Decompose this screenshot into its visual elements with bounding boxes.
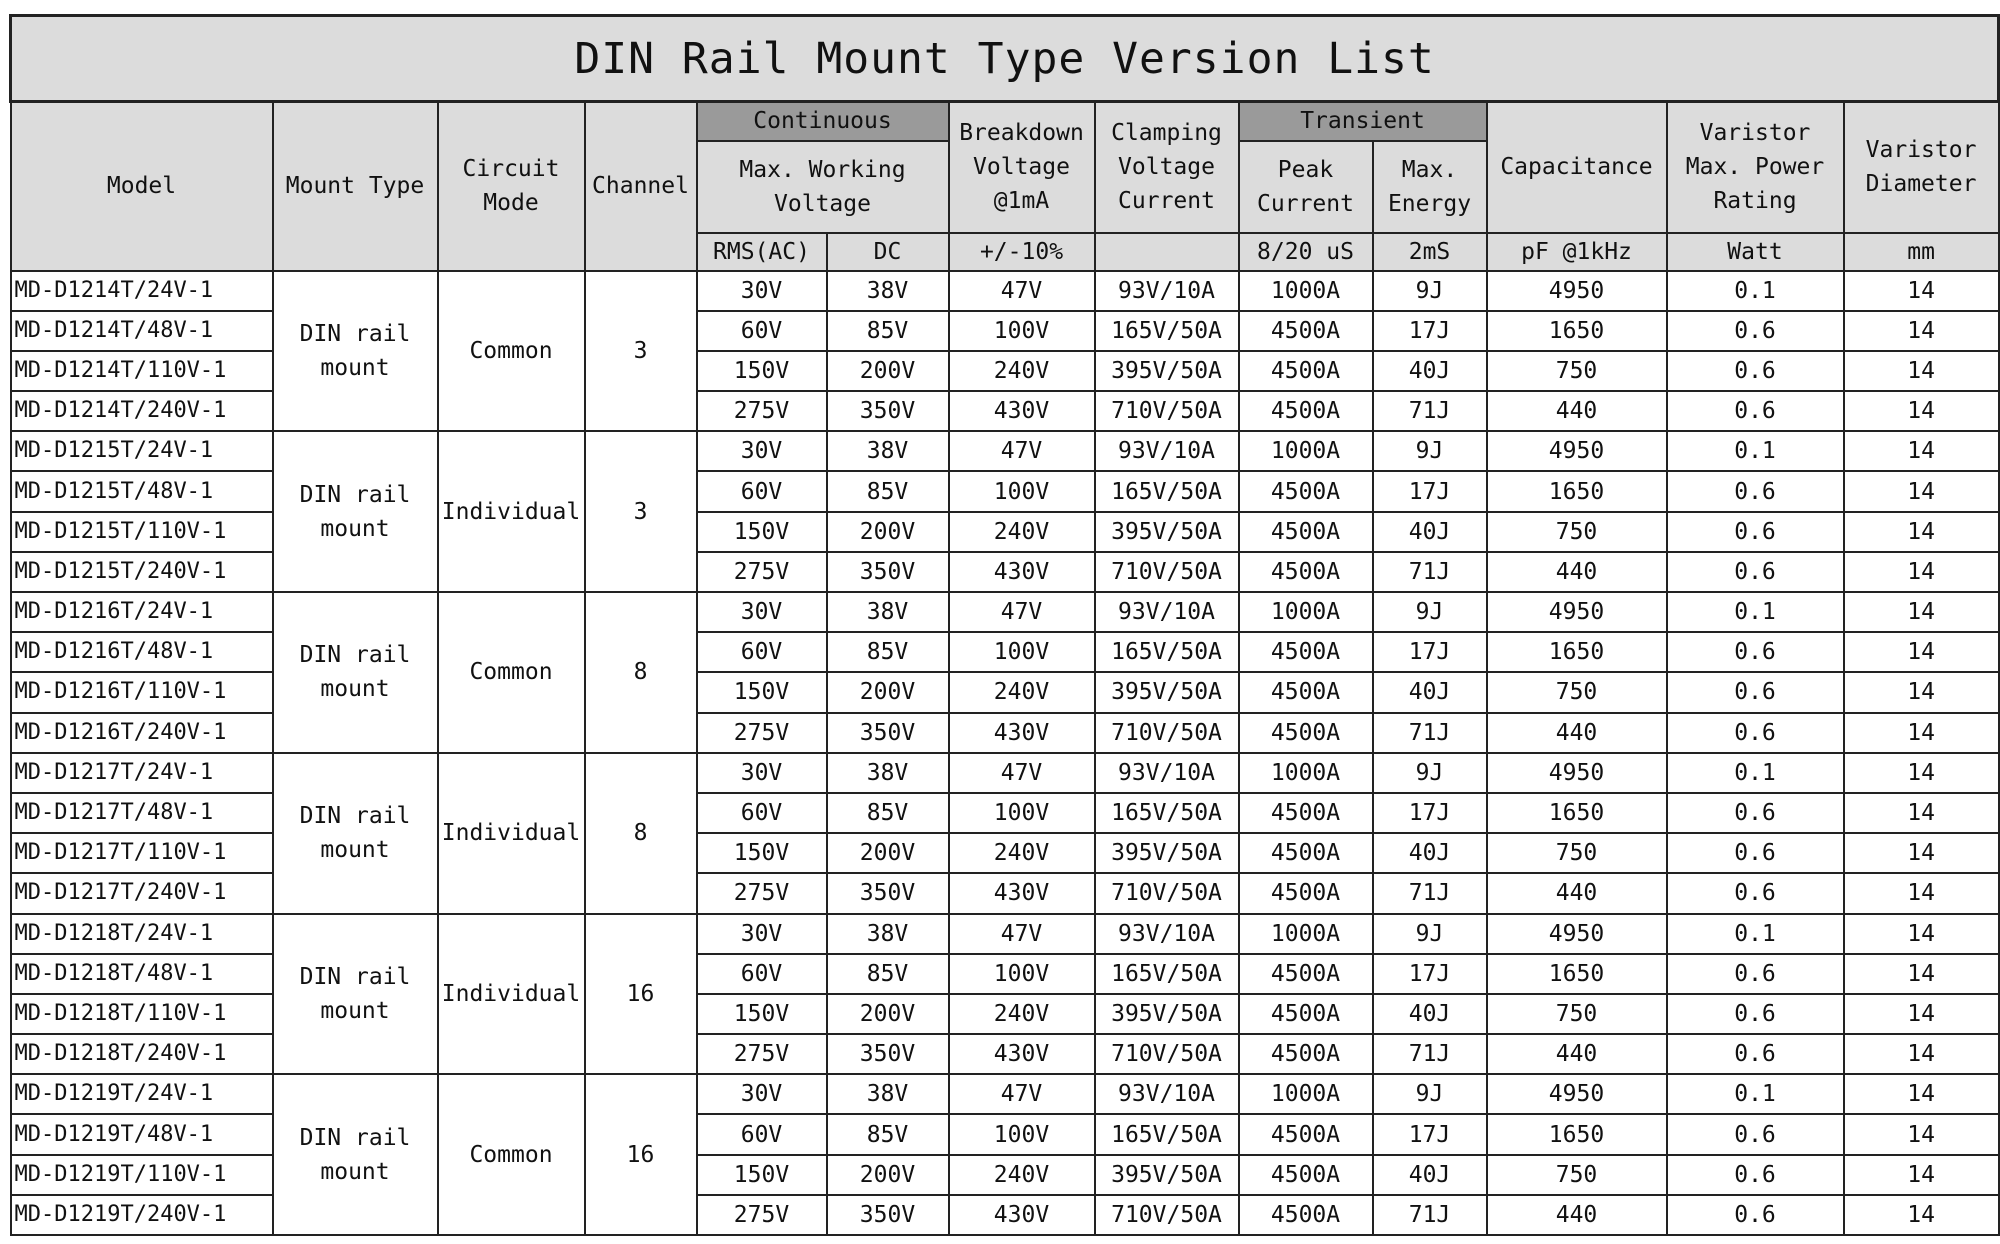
cell-clamping: 710V/50A (1095, 713, 1239, 753)
cell-rms: 60V (697, 954, 827, 994)
cell-energy: 17J (1373, 632, 1487, 672)
cell-circuit-mode: Individual (438, 753, 585, 914)
cell-diameter: 14 (1844, 1114, 1999, 1154)
cell-power: 0.6 (1667, 672, 1844, 712)
cell-energy: 40J (1373, 672, 1487, 712)
cell-energy: 40J (1373, 351, 1487, 391)
cell-model: MD-D1219T/240V-1 (11, 1195, 273, 1235)
cell-peak: 4500A (1239, 552, 1373, 592)
cell-model: MD-D1219T/24V-1 (11, 1074, 273, 1114)
cell-clamping: 710V/50A (1095, 1195, 1239, 1235)
cell-power: 0.1 (1667, 753, 1844, 793)
cell-breakdown: 47V (949, 271, 1095, 311)
cell-power: 0.6 (1667, 552, 1844, 592)
cell-dc: 85V (827, 471, 949, 511)
cell-clamping: 710V/50A (1095, 873, 1239, 913)
cell-energy: 71J (1373, 873, 1487, 913)
cell-capacitance: 750 (1487, 994, 1667, 1034)
cell-rms: 150V (697, 994, 827, 1034)
cell-rms: 30V (697, 592, 827, 632)
cell-circuit-mode: Common (438, 592, 585, 753)
cell-peak: 4500A (1239, 833, 1373, 873)
cell-peak: 4500A (1239, 351, 1373, 391)
header-clamping-voltage: Clamping Voltage Current (1095, 102, 1239, 233)
cell-power: 0.6 (1667, 793, 1844, 833)
cell-diameter: 14 (1844, 914, 1999, 954)
cell-energy: 71J (1373, 713, 1487, 753)
cell-model: MD-D1216T/110V-1 (11, 672, 273, 712)
cell-energy: 17J (1373, 1114, 1487, 1154)
cell-power: 0.6 (1667, 994, 1844, 1034)
cell-model: MD-D1214T/110V-1 (11, 351, 273, 391)
cell-capacitance: 1650 (1487, 632, 1667, 672)
cell-dc: 350V (827, 1195, 949, 1235)
cell-peak: 1000A (1239, 431, 1373, 471)
table-title: DIN Rail Mount Type Version List (11, 16, 1999, 102)
header-channel: Channel (585, 102, 697, 271)
cell-breakdown: 430V (949, 391, 1095, 431)
cell-dc: 85V (827, 1114, 949, 1154)
cell-power: 0.6 (1667, 1155, 1844, 1195)
version-list-table (9, 14, 2000, 1236)
cell-peak: 4500A (1239, 873, 1373, 913)
cell-diameter: 14 (1844, 1195, 1999, 1235)
cell-diameter: 14 (1844, 994, 1999, 1034)
cell-diameter: 14 (1844, 552, 1999, 592)
cell-clamping: 93V/10A (1095, 753, 1239, 793)
cell-circuit-mode: Individual (438, 431, 585, 592)
cell-model: MD-D1215T/240V-1 (11, 552, 273, 592)
cell-channel: 8 (585, 753, 697, 914)
cell-energy: 9J (1373, 753, 1487, 793)
cell-rms: 275V (697, 713, 827, 753)
cell-mount-type: DIN rail mount (273, 431, 438, 592)
cell-diameter: 14 (1844, 833, 1999, 873)
cell-dc: 38V (827, 592, 949, 632)
cell-peak: 4500A (1239, 1114, 1373, 1154)
cell-clamping: 710V/50A (1095, 391, 1239, 431)
unit-capacitance: pF @1kHz (1487, 233, 1667, 271)
header-varistor-diameter: Varistor Diameter (1844, 102, 1999, 233)
cell-capacitance: 750 (1487, 512, 1667, 552)
table-row (11, 753, 1999, 793)
cell-model: MD-D1216T/24V-1 (11, 592, 273, 632)
cell-capacitance: 440 (1487, 1034, 1667, 1074)
cell-breakdown: 430V (949, 552, 1095, 592)
cell-rms: 275V (697, 873, 827, 913)
cell-power: 0.6 (1667, 1034, 1844, 1074)
cell-clamping: 395V/50A (1095, 672, 1239, 712)
cell-capacitance: 1650 (1487, 471, 1667, 511)
cell-circuit-mode: Common (438, 1074, 585, 1235)
cell-model: MD-D1217T/48V-1 (11, 793, 273, 833)
cell-capacitance: 1650 (1487, 793, 1667, 833)
cell-peak: 1000A (1239, 1074, 1373, 1114)
cell-power: 0.6 (1667, 351, 1844, 391)
cell-diameter: 14 (1844, 1155, 1999, 1195)
cell-diameter: 14 (1844, 873, 1999, 913)
cell-power: 0.6 (1667, 391, 1844, 431)
cell-power: 0.6 (1667, 713, 1844, 753)
cell-capacitance: 440 (1487, 391, 1667, 431)
cell-peak: 4500A (1239, 311, 1373, 351)
cell-breakdown: 47V (949, 753, 1095, 793)
header-model: Model (11, 102, 273, 271)
cell-power: 0.1 (1667, 1074, 1844, 1114)
cell-rms: 275V (697, 1195, 827, 1235)
cell-diameter: 14 (1844, 311, 1999, 351)
cell-model: MD-D1218T/110V-1 (11, 994, 273, 1034)
cell-capacitance: 4950 (1487, 271, 1667, 311)
cell-clamping: 165V/50A (1095, 632, 1239, 672)
cell-model: MD-D1217T/240V-1 (11, 873, 273, 913)
cell-capacitance: 440 (1487, 873, 1667, 913)
cell-energy: 40J (1373, 1155, 1487, 1195)
cell-diameter: 14 (1844, 391, 1999, 431)
cell-breakdown: 240V (949, 512, 1095, 552)
cell-breakdown: 430V (949, 1195, 1095, 1235)
cell-rms: 150V (697, 1155, 827, 1195)
cell-rms: 60V (697, 471, 827, 511)
cell-channel: 3 (585, 431, 697, 592)
cell-capacitance: 750 (1487, 1155, 1667, 1195)
cell-power: 0.6 (1667, 1195, 1844, 1235)
cell-peak: 4500A (1239, 1195, 1373, 1235)
cell-peak: 4500A (1239, 632, 1373, 672)
cell-breakdown: 240V (949, 994, 1095, 1034)
cell-peak: 4500A (1239, 954, 1373, 994)
cell-energy: 40J (1373, 833, 1487, 873)
cell-dc: 200V (827, 512, 949, 552)
cell-breakdown: 100V (949, 632, 1095, 672)
cell-power: 0.6 (1667, 471, 1844, 511)
cell-dc: 350V (827, 1034, 949, 1074)
cell-peak: 4500A (1239, 713, 1373, 753)
cell-rms: 30V (697, 914, 827, 954)
cell-dc: 200V (827, 833, 949, 873)
cell-peak: 4500A (1239, 1155, 1373, 1195)
cell-clamping: 165V/50A (1095, 954, 1239, 994)
cell-rms: 60V (697, 793, 827, 833)
cell-power: 0.6 (1667, 954, 1844, 994)
cell-breakdown: 430V (949, 713, 1095, 753)
cell-dc: 200V (827, 351, 949, 391)
cell-mount-type: DIN rail mount (273, 914, 438, 1075)
cell-rms: 275V (697, 1034, 827, 1074)
cell-clamping: 93V/10A (1095, 914, 1239, 954)
cell-peak: 1000A (1239, 271, 1373, 311)
cell-dc: 38V (827, 753, 949, 793)
cell-diameter: 14 (1844, 512, 1999, 552)
cell-capacitance: 4950 (1487, 592, 1667, 632)
cell-energy: 17J (1373, 471, 1487, 511)
cell-capacitance: 1650 (1487, 954, 1667, 994)
cell-energy: 9J (1373, 1074, 1487, 1114)
header-breakdown-voltage: Breakdown Voltage @1mA (949, 102, 1095, 233)
cell-breakdown: 47V (949, 914, 1095, 954)
cell-capacitance: 440 (1487, 1195, 1667, 1235)
cell-power: 0.6 (1667, 632, 1844, 672)
cell-dc: 200V (827, 672, 949, 712)
cell-clamping: 395V/50A (1095, 994, 1239, 1034)
cell-channel: 16 (585, 1074, 697, 1235)
cell-model: MD-D1214T/24V-1 (11, 271, 273, 311)
cell-mount-type: DIN rail mount (273, 271, 438, 432)
cell-diameter: 14 (1844, 271, 1999, 311)
cell-dc: 38V (827, 914, 949, 954)
cell-clamping: 93V/10A (1095, 431, 1239, 471)
table-row (11, 271, 1999, 311)
cell-dc: 38V (827, 431, 949, 471)
cell-capacitance: 4950 (1487, 1074, 1667, 1114)
unit-dc: DC (827, 233, 949, 271)
cell-dc: 200V (827, 1155, 949, 1195)
cell-diameter: 14 (1844, 954, 1999, 994)
cell-clamping: 93V/10A (1095, 271, 1239, 311)
cell-power: 0.6 (1667, 833, 1844, 873)
cell-diameter: 14 (1844, 753, 1999, 793)
cell-dc: 200V (827, 994, 949, 1034)
cell-capacitance: 750 (1487, 833, 1667, 873)
cell-rms: 30V (697, 753, 827, 793)
cell-peak: 1000A (1239, 753, 1373, 793)
table-row (11, 914, 1999, 954)
cell-peak: 4500A (1239, 471, 1373, 511)
cell-rms: 150V (697, 351, 827, 391)
cell-peak: 1000A (1239, 914, 1373, 954)
cell-model: MD-D1219T/48V-1 (11, 1114, 273, 1154)
header-mount-type: Mount Type (273, 102, 438, 271)
cell-model: MD-D1214T/240V-1 (11, 391, 273, 431)
cell-dc: 350V (827, 713, 949, 753)
cell-breakdown: 430V (949, 1034, 1095, 1074)
cell-model: MD-D1218T/24V-1 (11, 914, 273, 954)
cell-breakdown: 240V (949, 1155, 1095, 1195)
cell-energy: 71J (1373, 391, 1487, 431)
cell-breakdown: 240V (949, 833, 1095, 873)
cell-model: MD-D1216T/48V-1 (11, 632, 273, 672)
cell-diameter: 14 (1844, 632, 1999, 672)
cell-energy: 9J (1373, 271, 1487, 311)
cell-rms: 60V (697, 632, 827, 672)
cell-capacitance: 4950 (1487, 431, 1667, 471)
header-transient: Transient (1239, 102, 1487, 141)
cell-model: MD-D1218T/48V-1 (11, 954, 273, 994)
cell-peak: 4500A (1239, 512, 1373, 552)
cell-rms: 60V (697, 311, 827, 351)
cell-channel: 3 (585, 271, 697, 432)
cell-model: MD-D1218T/240V-1 (11, 1034, 273, 1074)
cell-clamping: 165V/50A (1095, 311, 1239, 351)
cell-power: 0.1 (1667, 431, 1844, 471)
unit-rms: RMS(AC) (697, 233, 827, 271)
cell-dc: 85V (827, 632, 949, 672)
cell-dc: 38V (827, 271, 949, 311)
cell-capacitance: 4950 (1487, 914, 1667, 954)
cell-breakdown: 100V (949, 793, 1095, 833)
cell-capacitance: 4950 (1487, 753, 1667, 793)
cell-model: MD-D1214T/48V-1 (11, 311, 273, 351)
header-continuous: Continuous (697, 102, 949, 141)
cell-power: 0.6 (1667, 873, 1844, 913)
cell-capacitance: 750 (1487, 672, 1667, 712)
cell-model: MD-D1215T/24V-1 (11, 431, 273, 471)
cell-diameter: 14 (1844, 672, 1999, 712)
cell-clamping: 165V/50A (1095, 793, 1239, 833)
cell-rms: 30V (697, 1074, 827, 1114)
cell-peak: 4500A (1239, 793, 1373, 833)
cell-energy: 17J (1373, 954, 1487, 994)
cell-circuit-mode: Common (438, 271, 585, 432)
cell-clamping: 93V/10A (1095, 1074, 1239, 1114)
cell-circuit-mode: Individual (438, 914, 585, 1075)
cell-model: MD-D1216T/240V-1 (11, 713, 273, 753)
cell-diameter: 14 (1844, 351, 1999, 391)
cell-diameter: 14 (1844, 592, 1999, 632)
cell-clamping: 165V/50A (1095, 471, 1239, 511)
cell-breakdown: 100V (949, 954, 1095, 994)
cell-peak: 4500A (1239, 672, 1373, 712)
cell-breakdown: 240V (949, 672, 1095, 712)
cell-energy: 17J (1373, 311, 1487, 351)
cell-breakdown: 100V (949, 311, 1095, 351)
cell-breakdown: 47V (949, 431, 1095, 471)
cell-power: 0.1 (1667, 271, 1844, 311)
cell-power: 0.6 (1667, 311, 1844, 351)
cell-peak: 1000A (1239, 592, 1373, 632)
cell-energy: 40J (1373, 512, 1487, 552)
unit-breakdown: +/-10% (949, 233, 1095, 271)
cell-clamping: 395V/50A (1095, 512, 1239, 552)
cell-model: MD-D1219T/110V-1 (11, 1155, 273, 1195)
cell-mount-type: DIN rail mount (273, 592, 438, 753)
cell-breakdown: 47V (949, 1074, 1095, 1114)
unit-peak: 8/20 uS (1239, 233, 1373, 271)
cell-dc: 350V (827, 873, 949, 913)
cell-power: 0.6 (1667, 512, 1844, 552)
cell-dc: 350V (827, 391, 949, 431)
cell-capacitance: 440 (1487, 552, 1667, 592)
cell-model: MD-D1215T/110V-1 (11, 512, 273, 552)
cell-diameter: 14 (1844, 713, 1999, 753)
cell-energy: 17J (1373, 793, 1487, 833)
cell-energy: 40J (1373, 994, 1487, 1034)
cell-channel: 8 (585, 592, 697, 753)
cell-dc: 85V (827, 954, 949, 994)
cell-dc: 85V (827, 793, 949, 833)
cell-clamping: 395V/50A (1095, 351, 1239, 391)
cell-diameter: 14 (1844, 793, 1999, 833)
cell-energy: 71J (1373, 1195, 1487, 1235)
unit-clamping (1095, 233, 1239, 271)
cell-energy: 9J (1373, 914, 1487, 954)
cell-capacitance: 440 (1487, 713, 1667, 753)
unit-diameter: mm (1844, 233, 1999, 271)
cell-clamping: 395V/50A (1095, 1155, 1239, 1195)
cell-energy: 71J (1373, 552, 1487, 592)
cell-capacitance: 1650 (1487, 1114, 1667, 1154)
cell-rms: 150V (697, 672, 827, 712)
cell-power: 0.1 (1667, 592, 1844, 632)
cell-breakdown: 430V (949, 873, 1095, 913)
cell-model: MD-D1215T/48V-1 (11, 471, 273, 511)
cell-rms: 150V (697, 512, 827, 552)
header-max-working-voltage: Max. Working Voltage (697, 141, 949, 233)
table-row (11, 592, 1999, 632)
cell-dc: 85V (827, 311, 949, 351)
cell-dc: 350V (827, 552, 949, 592)
cell-clamping: 165V/50A (1095, 1114, 1239, 1154)
cell-power: 0.6 (1667, 1114, 1844, 1154)
cell-energy: 9J (1373, 431, 1487, 471)
cell-model: MD-D1217T/24V-1 (11, 753, 273, 793)
cell-peak: 4500A (1239, 1034, 1373, 1074)
cell-capacitance: 750 (1487, 351, 1667, 391)
cell-power: 0.1 (1667, 914, 1844, 954)
cell-peak: 4500A (1239, 994, 1373, 1034)
cell-rms: 275V (697, 552, 827, 592)
cell-mount-type: DIN rail mount (273, 753, 438, 914)
cell-clamping: 710V/50A (1095, 552, 1239, 592)
cell-diameter: 14 (1844, 1074, 1999, 1114)
cell-rms: 275V (697, 391, 827, 431)
cell-rms: 30V (697, 431, 827, 471)
cell-clamping: 93V/10A (1095, 592, 1239, 632)
cell-peak: 4500A (1239, 391, 1373, 431)
header-max-energy: Max. Energy (1373, 141, 1487, 233)
header-circuit-mode: Circuit Mode (438, 102, 585, 271)
header-capacitance: Capacitance (1487, 102, 1667, 233)
cell-breakdown: 47V (949, 592, 1095, 632)
cell-clamping: 710V/50A (1095, 1034, 1239, 1074)
cell-diameter: 14 (1844, 431, 1999, 471)
table-row (11, 1074, 1999, 1114)
table-body (11, 271, 1999, 1236)
cell-mount-type: DIN rail mount (273, 1074, 438, 1235)
cell-channel: 16 (585, 914, 697, 1075)
unit-power: Watt (1667, 233, 1844, 271)
cell-breakdown: 240V (949, 351, 1095, 391)
cell-energy: 9J (1373, 592, 1487, 632)
cell-model: MD-D1217T/110V-1 (11, 833, 273, 873)
cell-energy: 71J (1373, 1034, 1487, 1074)
cell-breakdown: 100V (949, 471, 1095, 511)
cell-breakdown: 100V (949, 1114, 1095, 1154)
cell-rms: 150V (697, 833, 827, 873)
header-peak-current: Peak Current (1239, 141, 1373, 233)
cell-diameter: 14 (1844, 1034, 1999, 1074)
cell-rms: 30V (697, 271, 827, 311)
cell-clamping: 395V/50A (1095, 833, 1239, 873)
unit-energy: 2mS (1373, 233, 1487, 271)
cell-dc: 38V (827, 1074, 949, 1114)
header-varistor-power: Varistor Max. Power Rating (1667, 102, 1844, 233)
cell-diameter: 14 (1844, 471, 1999, 511)
table-row (11, 431, 1999, 471)
cell-rms: 60V (697, 1114, 827, 1154)
cell-capacitance: 1650 (1487, 311, 1667, 351)
